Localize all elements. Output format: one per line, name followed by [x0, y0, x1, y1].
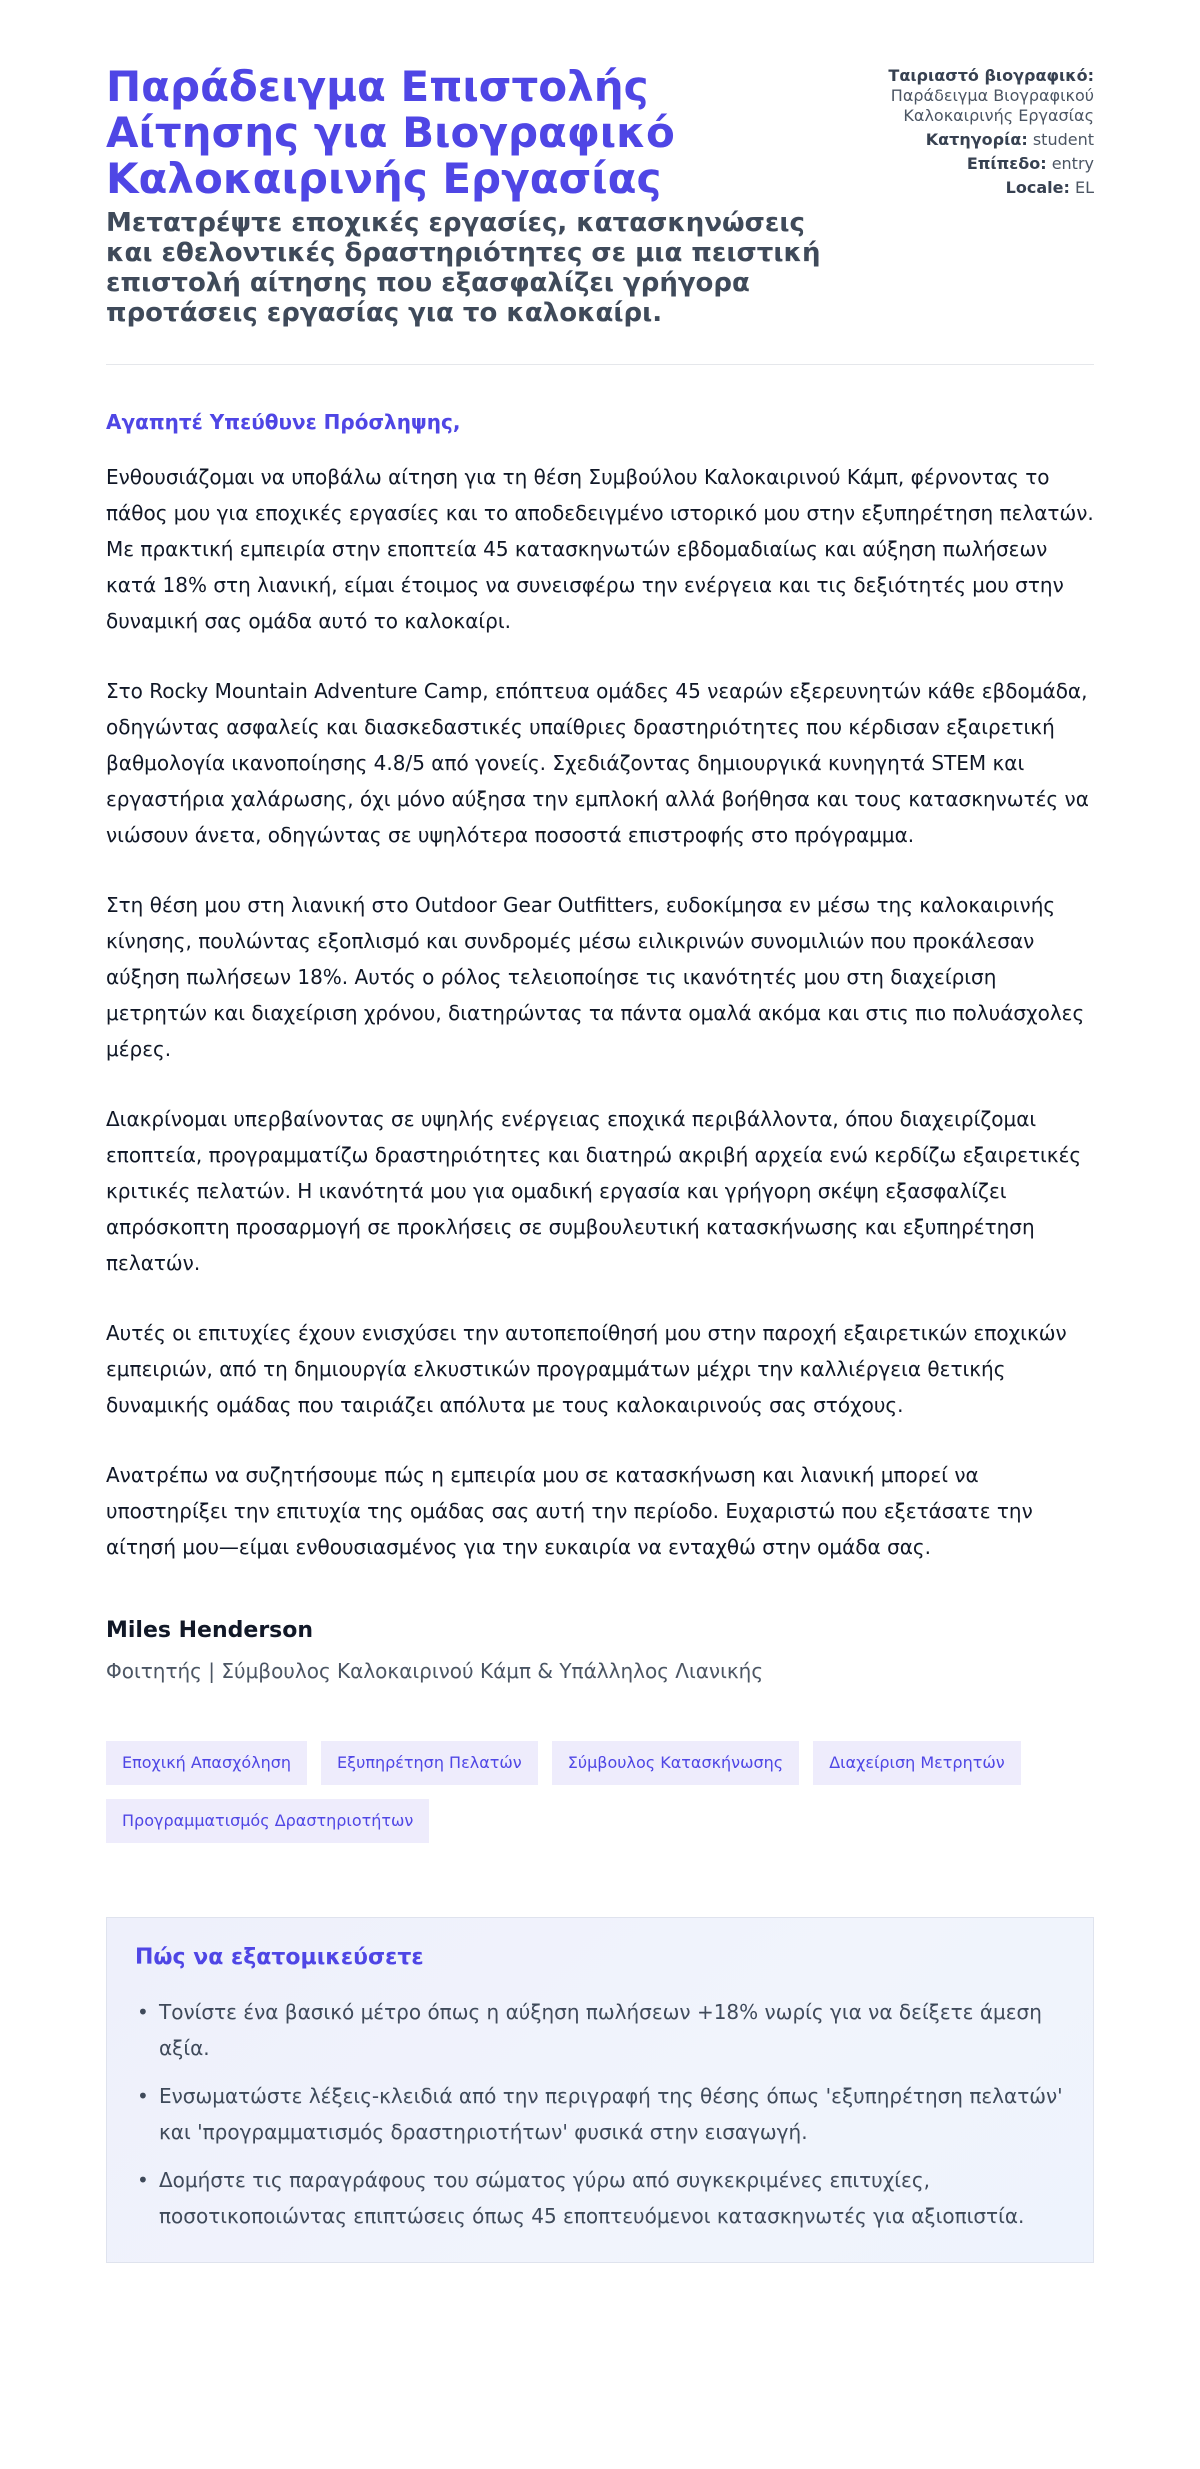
meta-resume-value: Παράδειγμα Βιογραφικού Καλοκαιρινής Εργασίας	[890, 86, 1094, 125]
letter-paragraph: Στο Rocky Mountain Adventure Camp, επόπτευα ομάδες 45 νεαρών εξερευνητών κάθε εβδομάδα, οδηγώντας ασφαλείς και διασκεδαστικές υπαίθριες δραστηριότητες που κέρδισαν εξαιρετική βαθμολογία ικανοποίησης 4.8/5 από γονείς. Σχεδιάζοντας δημιουργικά κυνηγητά STEM και εργαστήρια χαλάρωσης, όχι μόνο αύξησα την εμπλοκή αλλά βοήθησα και τους κατασκηνωτές να νιώσουν άνετα, οδηγώντας σε υψηλότερα ποσοστά επιστροφής στο πρόγραμμα.	[106, 679, 1089, 847]
tips-title: Πώς να εξατομικεύσετε	[135, 1945, 424, 1970]
meta-category-value: student	[1032, 130, 1094, 149]
bullet-icon: •	[137, 2168, 149, 2192]
tips-item-text: Ενσωματώστε λέξεις-κλειδιά από την περιγραφή της θέσης όπως 'εξυπηρέτηση πελατών' και 'προγραμματισμός δραστηριοτήτων' φυσικά στην εισαγωγή.	[159, 2084, 1063, 2144]
signature-name: Miles Henderson	[106, 1618, 314, 1643]
meta-resume	[884, 66, 1094, 126]
bullet-icon: •	[137, 2000, 149, 2024]
skill-tag: Προγραμματισμός Δραστηριοτήτων	[106, 1799, 429, 1843]
tips-item	[135, 1994, 1065, 2066]
skill-tags	[106, 1741, 1094, 1843]
tips-item	[135, 2162, 1065, 2234]
signature-title: Φοιτητής | Σύμβουλος Καλοκαιρινού Κάμπ & Υπάλληλος Λιανικής	[106, 1659, 764, 1683]
bullet-icon: •	[137, 2084, 149, 2108]
letter-paragraph: Διακρίνομαι υπερβαίνοντας σε υψηλής ενέργειας εποχικά περιβάλλοντα, όπου διαχειρίζομαι εποπτεία, προγραμματίζω δραστηριότητες και διατηρώ ακριβή αρχεία ενώ κερδίζω εξαιρετικές κριτικές πελατών. Η ικανότητά μου για ομαδική εργασία και γρήγορη σκέψη εξασφαλίζει απρόσκοπτη προσαρμογή σε προκλήσεις σε συμβουλευτική κατασκήνωσης και εξυπηρέτηση πελατών.	[106, 1107, 1082, 1275]
skill-tag: Εξυπηρέτηση Πελατών	[321, 1741, 538, 1785]
skill-tag: Σύμβουλος Κατασκήνωσης	[552, 1741, 799, 1785]
signature-block	[106, 1617, 1094, 1685]
skill-tag: Διαχείριση Μετρητών	[813, 1741, 1021, 1785]
meta-category	[884, 130, 1094, 150]
tips-list	[135, 1994, 1065, 2234]
meta-level	[884, 154, 1094, 174]
tips-item-text: Τονίστε ένα βασικό μέτρο όπως η αύξηση πωλήσεων +18% νωρίς για να δείξετε άμεση αξία.	[159, 2000, 1042, 2060]
tips-item-text: Δομήστε τις παραγράφους του σώματος γύρω από συγκεκριμένες επιτυχίες, ποσοτικοποιώντας επιπτώσεις όπως 45 εποπτευόμενοι κατασκηνωτές για αξιοπιστία.	[159, 2168, 1025, 2228]
skill-tag: Εποχική Απασχόληση	[106, 1741, 307, 1785]
meta-locale-label: Locale:	[1005, 178, 1070, 197]
letter-paragraph: Ενθουσιάζομαι να υποβάλω αίτηση για τη θέση Συμβούλου Καλοκαιρινού Κάμπ, φέρνοντας το πάθος μου για εποχικές εργασίες και το αποδεδειγμένο ιστορικό μου στην εξυπηρέτηση πελατών. Με πρακτική εμπειρία στην εποπτεία 45 κατασκηνωτών εβδομαδιαίως και αύξηση πωλήσεων κατά 18% στη λιανική, είμαι έτοιμος να συνεισφέρω την ενέργεια και τις δεξιότητές μου στην δυναμική σας ομάδα αυτό το καλοκαίρι.	[106, 465, 1094, 633]
customization-tips-box	[106, 1917, 1094, 2263]
header-titles	[106, 64, 846, 328]
letter-paragraph: Στη θέση μου στη λιανική στο Outdoor Gear Outfitters, ευδοκίμησα εν μέσω της καλοκαιρινής κίνησης, πουλώντας εξοπλισμό και συνδρομές μέσω ειλικρινών συνομιλιών που προκάλεσαν αύξηση πωλήσεων 18%. Αυτός ο ρόλος τελειοποίησε τις ικανότητές μου στη διαχείριση μετρητών και διαχείριση χρόνου, διατηρώντας τα πάντα ομαλά ακόμα και στις πιο πολυάσχολες μέρες.	[106, 893, 1085, 1061]
meta-panel	[884, 66, 1094, 202]
meta-level-value: entry	[1051, 154, 1094, 173]
meta-locale-value: EL	[1074, 178, 1094, 197]
meta-category-label: Κατηγορία:	[925, 130, 1028, 149]
document-header	[106, 64, 1094, 365]
page-subtitle: Μετατρέψτε εποχικές εργασίες, κατασκηνώσεις και εθελοντικές δραστηριότητες σε μια πειστική επιστολή αίτησης που εξασφαλίζει γρήγορα προτάσεις εργασίας για το καλοκαίρι.	[106, 208, 821, 328]
tips-item	[135, 2078, 1065, 2150]
meta-resume-label: Ταιριαστό βιογραφικό:	[888, 66, 1094, 85]
letter-salutation: Αγαπητέ Υπεύθυνε Πρόσληψης,	[106, 410, 461, 434]
letter-paragraph: Ανατρέπω να συζητήσουμε πώς η εμπειρία μου σε κατασκήνωση και λιανική μπορεί να υποστηρίξει την επιτυχία της ομάδας σας αυτή την περίοδο. Ευχαριστώ που εξετάσατε την αίτησή μου—είμαι ενθουσιασμένος για την ευκαιρία να ενταχθώ στην ομάδα σας.	[106, 1463, 1033, 1559]
meta-locale	[884, 178, 1094, 198]
meta-level-label: Επίπεδο:	[966, 154, 1047, 173]
letter-paragraph: Αυτές οι επιτυχίες έχουν ενισχύσει την αυτοπεποίθησή μου στην παροχή εξαιρετικών εποχικών εμπειριών, από τη δημιουργία ελκυστικών προγραμμάτων μέχρι την καλλιέργεια θετικής δυναμικής ομάδας που ταιριάζει απόλυτα με τους καλοκαιρινούς σας στόχους.	[106, 1321, 1067, 1417]
letter-body	[106, 365, 1094, 1565]
page-title: Παράδειγμα Επιστολής Αίτησης για Βιογραφικό Καλοκαιρινής Εργασίας	[106, 62, 675, 203]
